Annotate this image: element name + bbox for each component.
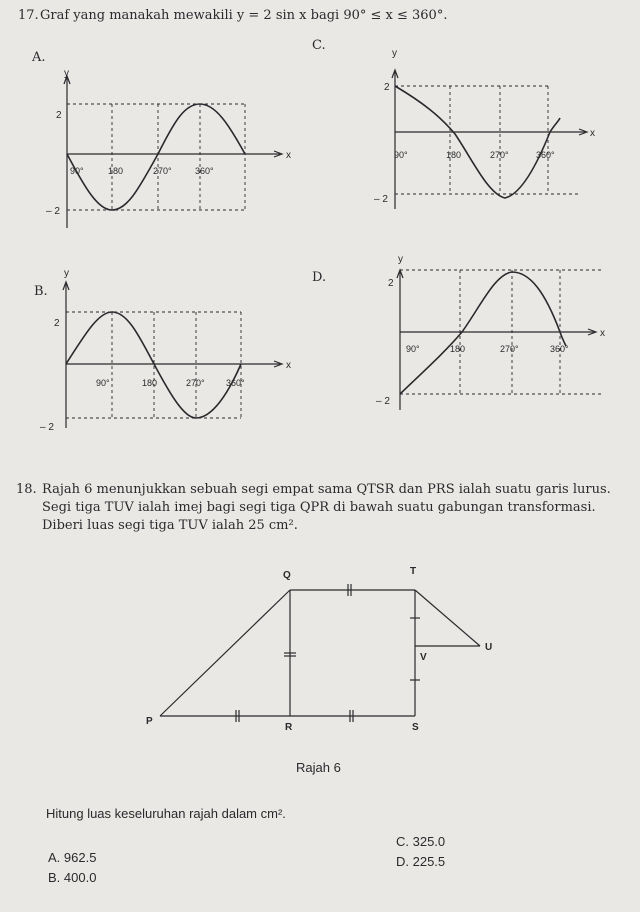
tick-label: 270° xyxy=(500,344,519,354)
tick-label: 180 xyxy=(142,378,158,388)
min-label: – 2 xyxy=(376,396,390,407)
tick-label: 90° xyxy=(394,150,408,160)
point-u-label: U xyxy=(485,642,493,653)
graph-option-d xyxy=(370,252,620,422)
tick-label: 360° xyxy=(195,166,214,176)
point-q-label: Q xyxy=(283,570,291,581)
axis-x-label: x xyxy=(286,150,291,161)
option-b-letter: B. xyxy=(34,284,48,299)
tick-label: 270° xyxy=(153,166,172,176)
option-d-letter: D. xyxy=(312,270,327,285)
tick-label: 270° xyxy=(490,150,509,160)
point-t-label: T xyxy=(410,566,417,577)
point-p-label: P xyxy=(146,716,153,727)
option-c-letter: C. xyxy=(312,38,326,53)
max-label: 2 xyxy=(388,278,394,289)
tick-label: 90° xyxy=(96,378,110,388)
point-s-label: S xyxy=(412,722,419,733)
axis-x-label: x xyxy=(590,128,595,139)
tick-label: 270° xyxy=(186,378,205,388)
min-label: – 2 xyxy=(374,194,388,205)
axis-y-label: y xyxy=(392,48,397,59)
axis-y-label: y xyxy=(64,68,69,79)
tick-label: 360° xyxy=(226,378,245,388)
q18-line-2: Segi tiga TUV ialah imej bagi segi tiga QPR di bawah suatu gabungan transformasi. xyxy=(42,500,596,515)
answer-d: D. 225.5 xyxy=(396,854,446,869)
answer-a: A. 962.5 xyxy=(48,850,97,865)
tick-label: 360° xyxy=(536,150,555,160)
max-label: 2 xyxy=(384,82,390,93)
point-v-label: V xyxy=(420,652,427,663)
axis-x-label: x xyxy=(600,328,605,339)
axis-y-label: y xyxy=(398,254,403,265)
tick-label: 180 xyxy=(446,150,462,160)
max-label: 2 xyxy=(54,318,60,329)
diagram-rajah-6 xyxy=(140,556,500,736)
tick-label: 90° xyxy=(70,166,84,176)
tick-label: 90° xyxy=(406,344,420,354)
max-label: 2 xyxy=(56,110,62,121)
graph-option-b xyxy=(36,266,306,436)
tick-label: 180 xyxy=(108,166,124,176)
q18-question: Hitung luas keseluruhan rajah dalam cm². xyxy=(46,806,286,821)
min-label: – 2 xyxy=(40,422,54,433)
q18-line-3: Diberi luas segi tiga TUV ialah 25 cm². xyxy=(42,518,298,533)
q18-number: 18. xyxy=(16,482,37,497)
option-a-letter: A. xyxy=(32,50,46,65)
q18-line-1: Rajah 6 menunjukkan sebuah segi empat sama QTSR dan PRS ialah suatu garis lurus. xyxy=(42,482,611,497)
answer-b: B. 400.0 xyxy=(48,870,97,885)
q17-text: Graf yang manakah mewakili y = 2 sin x bagi 90° ≤ x ≤ 360°. xyxy=(40,8,448,23)
min-label: – 2 xyxy=(46,206,60,217)
diagram-caption: Rajah 6 xyxy=(296,760,341,775)
axis-x-label: x xyxy=(286,360,291,371)
axis-y-label: y xyxy=(64,268,69,279)
graph-option-c xyxy=(360,44,610,214)
tick-label: 360° xyxy=(550,344,569,354)
answer-c: C. 325.0 xyxy=(396,834,446,849)
tick-label: 180 xyxy=(450,344,466,354)
q17-number: 17. xyxy=(18,8,39,23)
point-r-label: R xyxy=(285,722,293,733)
graph-option-a xyxy=(40,68,300,233)
